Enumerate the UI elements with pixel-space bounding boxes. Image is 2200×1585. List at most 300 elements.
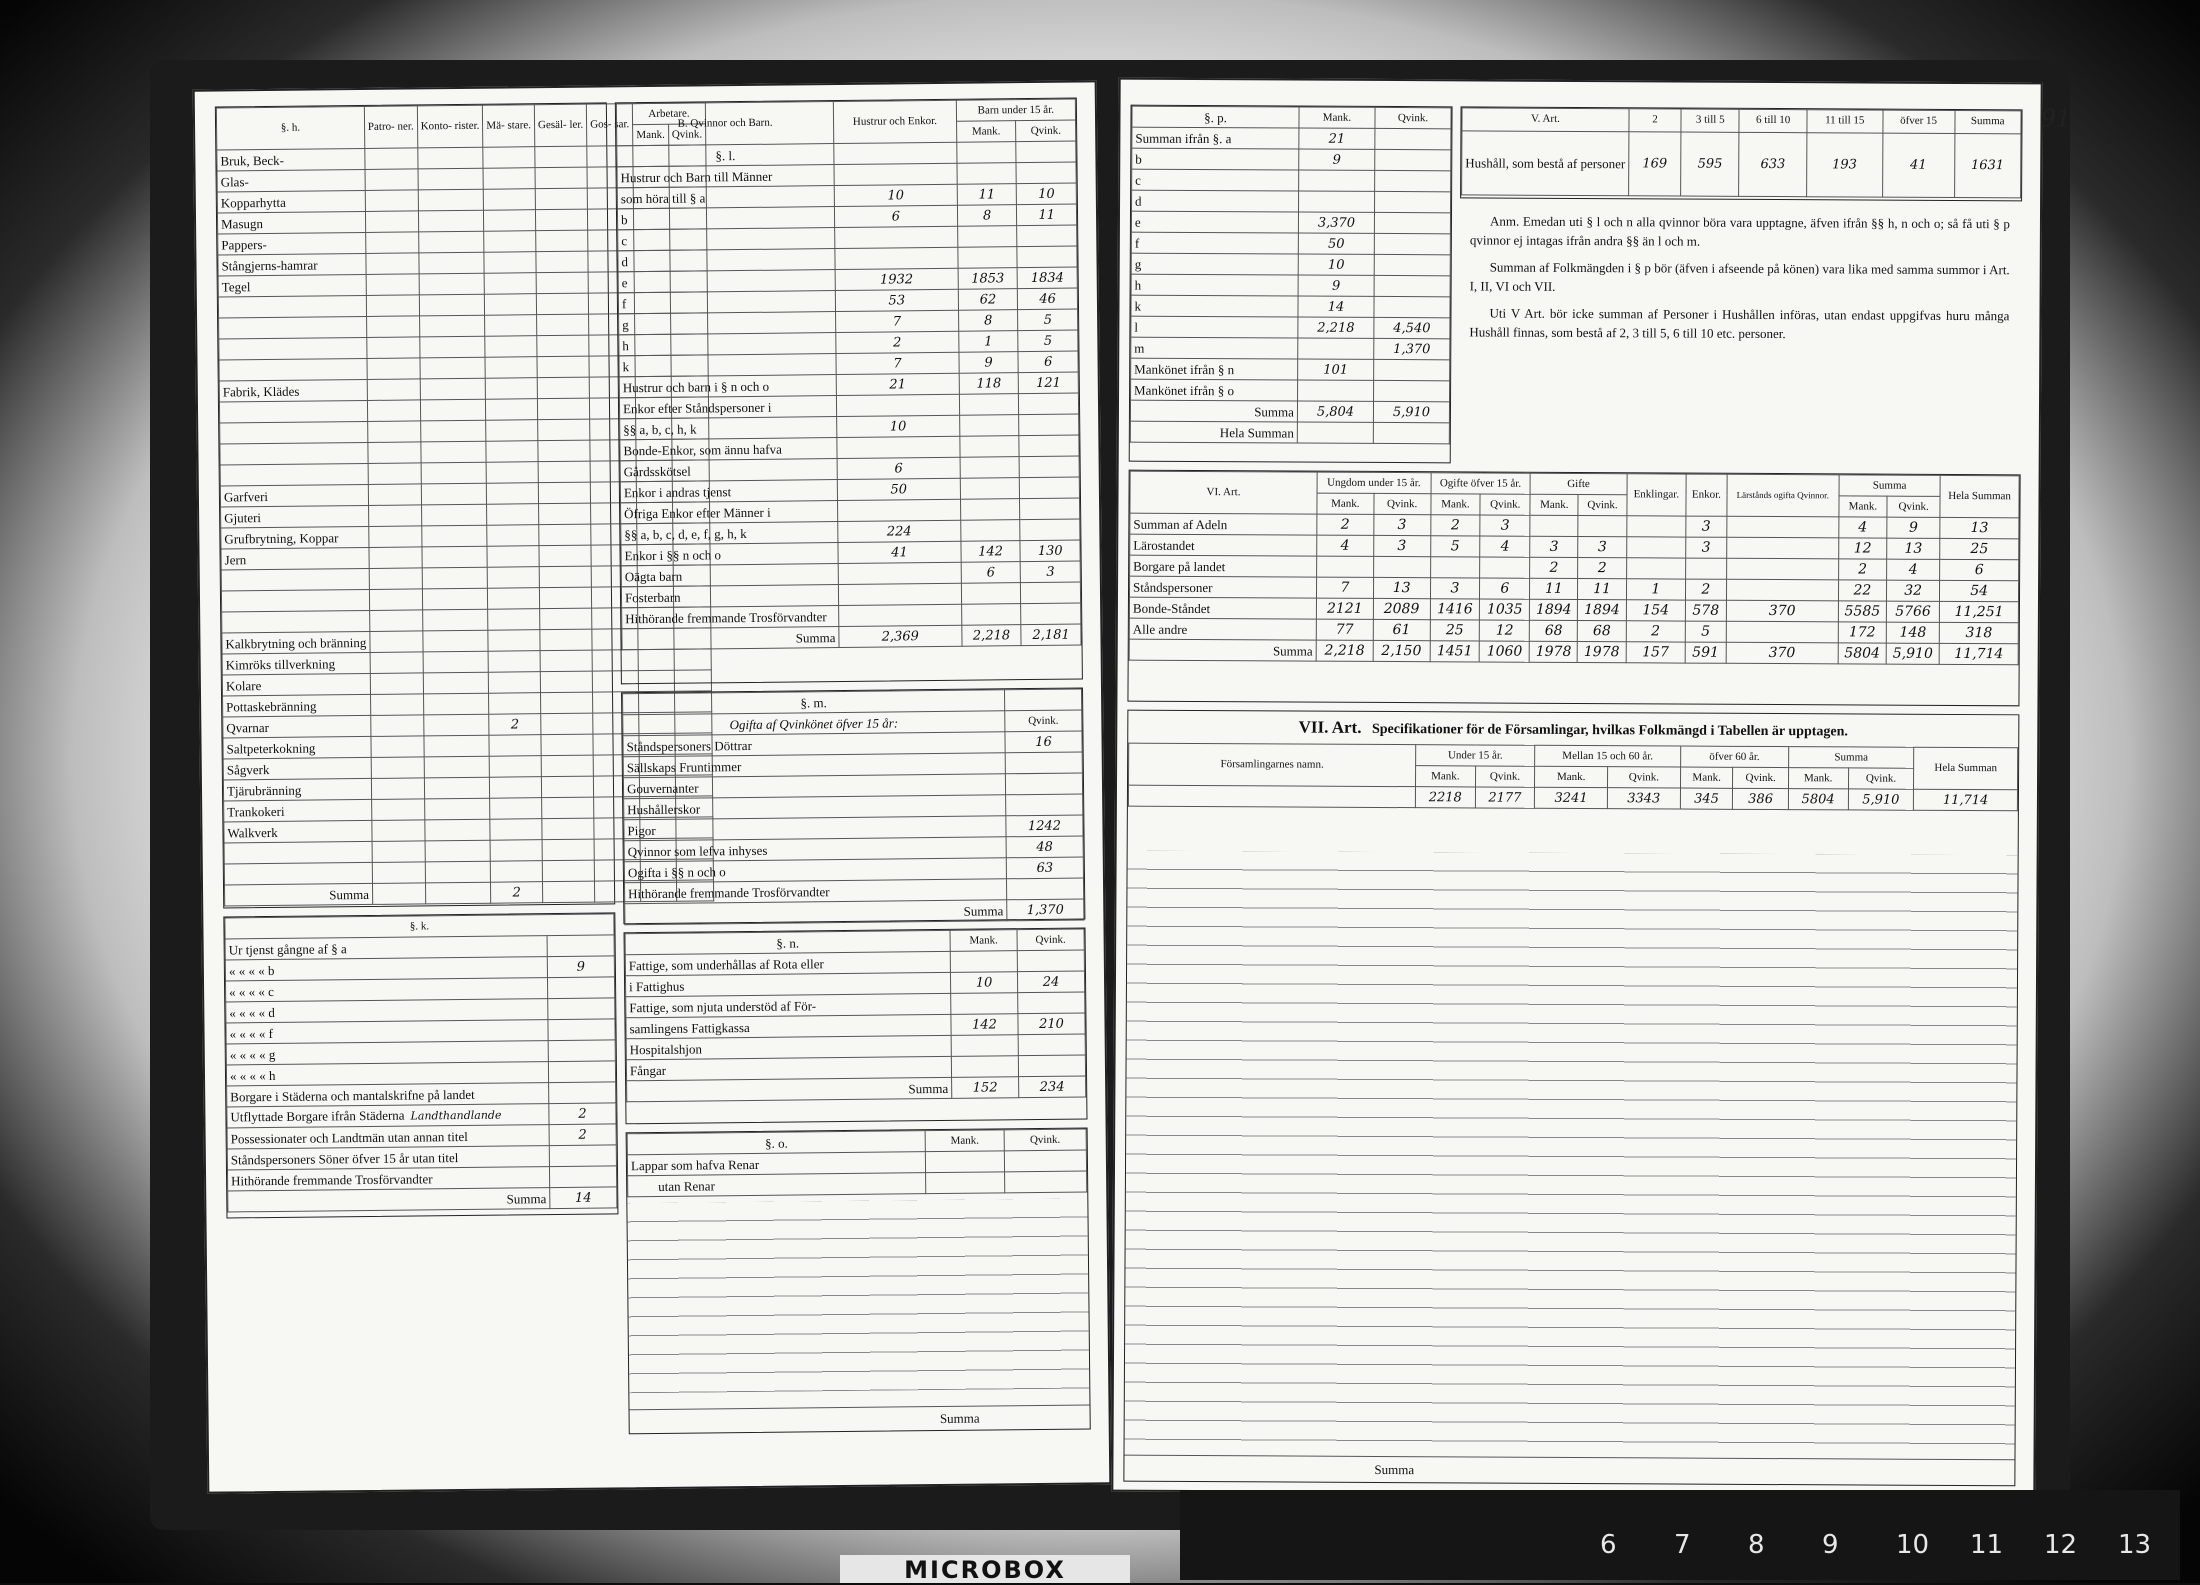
section-B-cell: 21 — [836, 373, 959, 395]
section-m — [621, 687, 1085, 924]
section-h-cell — [485, 357, 537, 379]
section-h-cell — [488, 609, 540, 631]
section-n-summa-label: Summa — [627, 1077, 952, 1101]
section-k-value: 2 — [549, 1103, 616, 1125]
section-vi-cell: 4 — [1317, 535, 1374, 556]
section-p-mank: 50 — [1298, 233, 1374, 254]
section-vi-summa-cell: 591 — [1685, 642, 1726, 663]
section-B-cell — [835, 226, 958, 248]
section-B-cell — [1020, 519, 1080, 541]
section-h-cell — [367, 421, 420, 443]
section-h-cell — [424, 798, 490, 820]
left-page — [193, 80, 1112, 1493]
section-B-cell — [1019, 393, 1079, 415]
section-h-cell — [366, 253, 419, 275]
section-B-cell: 6 — [961, 562, 1021, 584]
section-m-value: 1242 — [1006, 815, 1083, 837]
section-B-cell: 46 — [1018, 288, 1078, 310]
section-p-row — [1132, 190, 1451, 213]
section-n-qvink — [1018, 1034, 1085, 1056]
section-vi-cell — [1530, 515, 1578, 536]
section-h-cell — [537, 398, 589, 420]
section-vi-cell — [1726, 621, 1838, 643]
section-h-row-label — [224, 862, 372, 885]
section-k-row-label: Hithörande fremmande Trosförvandter — [227, 1167, 549, 1191]
section-h-cell — [371, 757, 424, 779]
page-number: 91 — [2040, 104, 2072, 133]
section-B-cell: 1932 — [835, 268, 958, 290]
col-arbetare: Arbetare. — [633, 103, 706, 125]
section-h-cell — [418, 210, 484, 232]
section-vi-cell: 5 — [1430, 536, 1480, 557]
section-vi-cell: 13 — [1887, 538, 1940, 559]
section-B-cell: 10 — [834, 184, 957, 206]
section-v-table — [1461, 107, 2021, 198]
section-h-cell — [541, 734, 593, 756]
section-B-cell: 6 — [834, 205, 957, 227]
vii-group-mellan: Mellan 15 och 60 år. — [1535, 745, 1681, 767]
section-vi-cell: 25 — [1430, 620, 1480, 641]
section-k-value — [549, 1145, 616, 1167]
section-h-cell — [420, 378, 486, 400]
section-p-qvink — [1374, 275, 1450, 296]
section-h-row-label: Grufbrytning, Koppar — [221, 526, 369, 549]
section-p-row — [1132, 169, 1451, 192]
section-h-cell — [365, 169, 418, 191]
section-vi-cell: 11,251 — [1940, 601, 2019, 622]
section-vi-summa-cell: 2,218 — [1316, 640, 1373, 661]
section-B-cell — [1020, 498, 1080, 520]
section-B-row-label: c — [618, 228, 835, 251]
section-vi-cell: 370 — [1726, 600, 1838, 622]
section-o-col-qvink: Qvink. — [1004, 1129, 1086, 1151]
section-vi-cell — [1626, 537, 1685, 558]
ruler-number: 7 — [1674, 1530, 1691, 1560]
section-k-row-label: « « « « g — [226, 1041, 548, 1065]
section-B-cell: 10 — [837, 415, 960, 437]
section-B-summa-label: Summa — [622, 627, 839, 650]
section-h-cell — [422, 546, 488, 568]
section-o-title: §. o. — [627, 1131, 926, 1155]
section-h-row-label — [219, 337, 367, 360]
section-p-row-label: e — [1131, 211, 1298, 233]
section-k-value — [548, 1019, 615, 1041]
section-h-cell — [366, 274, 419, 296]
section-h-cell — [488, 588, 540, 610]
section-B-cell — [1021, 603, 1081, 625]
section-B-cell — [835, 247, 958, 269]
section-B-cell — [838, 583, 961, 605]
section-vi-cell: 9 — [1887, 517, 1940, 538]
section-vi-cell: 1035 — [1480, 599, 1530, 620]
section-m-value — [1006, 794, 1083, 816]
vii-group-hela: Hela Summan — [1914, 747, 2018, 790]
section-B-cell: 224 — [838, 520, 961, 542]
section-h-cell — [536, 272, 588, 294]
section-n-mank — [951, 1056, 1018, 1078]
section-h-row-label — [219, 400, 367, 423]
section-p-row-label: l — [1131, 316, 1298, 338]
section-B-row-label: Oägta barn — [621, 564, 838, 587]
section-p-row-label: h — [1131, 274, 1298, 296]
section-vi-summa-cell: 5,910 — [1886, 643, 1939, 664]
section-p — [1129, 105, 1453, 464]
section-h-cell — [422, 609, 488, 631]
section-B-cell — [1021, 582, 1081, 604]
section-p-summa-qvink: 5,910 — [1373, 401, 1449, 422]
section-B-cell: 1834 — [1017, 267, 1077, 289]
section-h-cell — [370, 652, 423, 674]
section-B-cell: 5 — [1018, 330, 1078, 352]
microbox-label: MICROBOX — [840, 1555, 1130, 1583]
section-h-cell — [366, 295, 419, 317]
section-vi-cell: 22 — [1838, 580, 1886, 601]
section-vii-value: 2218 — [1415, 787, 1475, 808]
section-h-cell — [537, 377, 589, 399]
section-vii-value: 345 — [1680, 788, 1733, 809]
section-p-qvink: 1,370 — [1374, 338, 1450, 359]
section-vi-cell: 1416 — [1430, 599, 1480, 620]
section-n-row-label: Fattige, som njuta understöd af För- — [626, 993, 951, 1017]
section-vi-summa-cell: 157 — [1626, 642, 1685, 663]
section-h-row-label: Fabrik, Klädes — [219, 379, 367, 402]
section-h-cell — [421, 441, 487, 463]
section-B-cell: 1853 — [958, 268, 1018, 290]
section-k-table — [224, 913, 617, 1212]
section-h-cell — [488, 651, 540, 673]
section-h-cell: 2 — [489, 714, 541, 736]
vii-namecol: Församlingarnes namn. — [1129, 743, 1416, 787]
section-h-cell — [488, 567, 540, 589]
section-h-row-label: Qvarnar — [223, 715, 371, 738]
section-vi-summa-cell: 5804 — [1838, 643, 1886, 664]
section-n — [624, 927, 1088, 1124]
section-p-col-qvink: Qvink. — [1375, 107, 1451, 128]
section-p-row-label: c — [1132, 169, 1299, 191]
section-h-row-label — [220, 463, 368, 486]
section-h-cell — [484, 189, 536, 211]
section-B-cell: 8 — [957, 205, 1017, 227]
section-p-row-label: g — [1131, 253, 1298, 275]
section-o — [626, 1127, 1091, 1434]
section-B-cell — [1017, 246, 1077, 268]
section-v-col-3: 6 till 10 — [1739, 109, 1807, 132]
section-B-cell — [957, 226, 1017, 248]
section-p-mank — [1298, 380, 1374, 401]
section-p-row-label: m — [1131, 337, 1298, 359]
section-m-summa: 1,370 — [1007, 899, 1084, 921]
section-p-mank: 101 — [1298, 359, 1374, 380]
section-h-row-label: Gjuteri — [221, 505, 369, 528]
ruler-number: 13 — [2118, 1530, 2152, 1560]
section-vi-cell: 2089 — [1373, 598, 1430, 619]
section-k-value: 2 — [549, 1124, 616, 1146]
section-o-table — [627, 1128, 1088, 1197]
ruler-number: 11 — [1970, 1530, 2004, 1560]
section-vii-value: 386 — [1733, 788, 1789, 809]
section-h-cell — [536, 230, 588, 252]
vii-sub-mank-1: Mank. — [1415, 766, 1475, 787]
section-m-row-label: Pigor — [624, 816, 1006, 841]
section-h-cell — [484, 231, 536, 253]
section-h-cell — [491, 861, 543, 883]
section-p-mank: 2,218 — [1298, 317, 1374, 338]
section-p-row-label: b — [1132, 148, 1299, 170]
section-vi-cell: 5585 — [1838, 601, 1886, 622]
section-v-rowlabel: Hushåll, som bestå af personer — [1462, 130, 1629, 195]
section-B-cell: 5 — [1018, 309, 1078, 331]
section-B-cell: 2 — [836, 331, 959, 353]
section-h-cell — [420, 420, 486, 442]
section-B-row-label: Enkor i andras tjenst — [620, 480, 837, 503]
section-h-cell — [487, 525, 539, 547]
col-gossar: Gos- sar. — [586, 104, 633, 146]
section-h-cell — [542, 860, 594, 882]
section-vi-cell: 2 — [1317, 514, 1374, 535]
section-p-qvink — [1374, 212, 1450, 233]
struck-annotation: Landthandlande — [410, 1108, 502, 1123]
section-B-row-label: e — [618, 270, 835, 293]
section-k-value — [548, 1040, 615, 1062]
col-arbetare-qvink: Qvink. — [668, 124, 705, 145]
section-vi-cell: 25 — [1940, 538, 2019, 559]
section-h-cell — [424, 756, 490, 778]
section-p-summa-label: Summa — [1130, 400, 1297, 422]
section-vi-cell: 2 — [1578, 558, 1626, 579]
section-p-row — [1131, 358, 1450, 381]
section-h-cell — [423, 672, 489, 694]
section-vi-cell — [1317, 556, 1374, 577]
section-B-cell — [1019, 456, 1079, 478]
section-h-cell — [486, 441, 538, 463]
section-v-col-1: 2 — [1629, 109, 1681, 132]
vi-sub-mank-3: Mank. — [1530, 494, 1578, 515]
col-barn-qvink: Qvink. — [1016, 120, 1076, 142]
section-h-cell — [538, 419, 590, 441]
section-h-cell — [541, 755, 593, 777]
section-vi-cell — [1480, 557, 1530, 578]
section-h-row-label — [220, 421, 368, 444]
section-h-cell — [422, 588, 488, 610]
vi-sub-qvink-1: Qvink. — [1374, 493, 1431, 514]
vii-group-ofver60: öfver 60 år. — [1680, 746, 1788, 768]
section-B-cell: 9 — [959, 352, 1019, 374]
section-vi-cell: 68 — [1578, 621, 1626, 642]
section-vi-cell: 3 — [1686, 537, 1727, 558]
section-h-cell — [365, 211, 418, 233]
section-B-row-label: §§ a, b, c, h, k — [620, 417, 837, 440]
section-h-cell — [486, 399, 538, 421]
section-h-cell — [539, 524, 591, 546]
section-B — [615, 98, 1083, 685]
section-h-cell — [487, 483, 539, 505]
section-h-cell — [372, 841, 425, 863]
section-h-row-label: Kimröks tillverkning — [222, 652, 370, 675]
section-h-cell — [417, 147, 483, 169]
section-B-cell — [961, 583, 1021, 605]
section-h-row-label: Tjärubränning — [223, 778, 371, 801]
section-vi-row-label: Lärostandet — [1130, 534, 1317, 556]
section-p-row — [1131, 232, 1450, 255]
section-k-value — [549, 1082, 616, 1104]
section-k-summa-label: Summa — [228, 1188, 550, 1212]
section-vi-title: VI. Art. — [1130, 471, 1317, 514]
vi-sub-mank-2: Mank. — [1430, 494, 1480, 515]
section-B-row-label: Enkor efter Ståndspersoner i — [619, 396, 836, 419]
section-k-value — [547, 935, 614, 957]
section-B-row-label: k — [619, 354, 836, 377]
section-h-cell — [369, 526, 422, 548]
vi-group-ungdom: Ungdom under 15 år. — [1317, 472, 1431, 494]
section-vi-summa-cell: 1978 — [1529, 641, 1577, 662]
section-vi-cell: 172 — [1838, 622, 1886, 643]
section-h-cell — [486, 378, 538, 400]
section-B-cell: 6 — [837, 457, 960, 479]
section-vii-value: 11,714 — [1914, 789, 2018, 811]
section-h-cell — [421, 525, 487, 547]
section-p-row-label: d — [1132, 190, 1299, 212]
section-vi-cell: 3 — [1373, 535, 1430, 556]
section-h-row-label: Masugn — [217, 211, 365, 234]
section-m-row-label: Ogifta i §§ n och o — [624, 858, 1006, 883]
section-p-qvink — [1375, 191, 1451, 212]
section-B-cell — [960, 499, 1020, 521]
section-h-cell — [371, 715, 424, 737]
section-h-cell — [490, 798, 542, 820]
section-h-cell — [540, 608, 592, 630]
section-h-row-label — [218, 295, 366, 318]
section-n-mank — [951, 1035, 1018, 1057]
section-vi-cell: 5 — [1685, 621, 1726, 642]
section-p-qvink — [1375, 170, 1451, 191]
vi-group-ogifte: Ogifte öfver 15 år. — [1431, 473, 1531, 495]
section-vi-cell: 3 — [1374, 514, 1431, 535]
section-h-cell — [538, 461, 590, 483]
section-v-col-6: Summa — [1954, 110, 2021, 133]
section-h-cell — [421, 504, 487, 526]
section-B-cell — [1019, 435, 1079, 457]
section-v — [1460, 106, 2022, 201]
section-k-row-label: Possessionater och Landtmän utan annan titel — [227, 1125, 549, 1149]
section-h-cell — [370, 694, 423, 716]
vii-sub-mank-3: Mank. — [1680, 767, 1733, 788]
section-h-row-label: Glas- — [217, 169, 365, 192]
section-B-cell: 11 — [1017, 204, 1077, 226]
section-h-cell — [368, 442, 421, 464]
section-B-cell: 41 — [838, 541, 961, 563]
section-vi-summa-cell: 1060 — [1480, 641, 1530, 662]
section-h-cell — [365, 148, 418, 170]
section-h-cell — [536, 251, 588, 273]
section-vi-cell: 154 — [1626, 600, 1685, 621]
section-vi-cell: 3 — [1530, 536, 1578, 557]
section-vi-cell: 3 — [1578, 537, 1626, 558]
section-h-cell — [539, 545, 591, 567]
section-h-row-label: Sågverk — [223, 757, 371, 780]
section-p-mank — [1299, 170, 1375, 191]
col-barn-mank: Mank. — [956, 121, 1016, 143]
section-k-row-label: Ståndspersoners Söner öfver 15 år utan titel — [227, 1146, 549, 1170]
section-h-row-label: Kalkbrytning och bränning — [222, 631, 370, 654]
section-h-cell — [369, 568, 422, 590]
section-B-cell: 50 — [837, 478, 960, 500]
section-p-qvink — [1375, 128, 1451, 149]
section-h-cell — [539, 566, 591, 588]
section-m-value — [1005, 773, 1082, 795]
vi-sub-mank-4: Mank. — [1839, 496, 1887, 517]
section-h-row-label: Kopparhytta — [217, 190, 365, 213]
measuring-ruler — [1180, 1490, 2180, 1580]
section-v-col-2: 3 till 5 — [1681, 109, 1740, 132]
section-k-row-label: « « « « c — [226, 978, 548, 1002]
section-vi-row-label: Ståndspersoner — [1129, 576, 1316, 598]
section-n-qvink: 210 — [1018, 1013, 1085, 1035]
section-vii-value: 2177 — [1475, 787, 1535, 808]
vi-group-gifte: Gifte — [1530, 473, 1626, 495]
section-h-cell — [418, 231, 484, 253]
section-h-cell — [424, 735, 490, 757]
section-B-cell: 8 — [958, 310, 1018, 332]
section-n-mank: 142 — [951, 1014, 1018, 1036]
col-barn: Barn under 15 år. — [956, 99, 1075, 121]
vii-sub-qvink-4: Qvink. — [1848, 768, 1914, 789]
section-B-cell — [960, 457, 1020, 479]
section-h-cell — [536, 293, 588, 315]
section-h-cell — [484, 273, 536, 295]
section-B-cell — [838, 499, 961, 521]
section-n-row-label: Fattige, som underhållas af Rota eller — [625, 951, 950, 975]
section-vi-cell: 2 — [1530, 557, 1578, 578]
section-k-value — [547, 977, 614, 999]
note-3: Uti V Art. bör icke summan af Personer i Hushållen införas, utan endast uppgifvas huru många Hushåll finnas, som bestå af 2, 3 till 5, 6 till 10 etc. personer. — [1469, 305, 2010, 342]
section-m-table — [622, 688, 1084, 925]
section-h-cell — [486, 462, 538, 484]
section-k-value — [549, 1166, 616, 1188]
section-vi-cell: 4 — [1480, 536, 1530, 557]
section-o-col-mank: Mank. — [926, 1130, 1004, 1152]
section-vi-row-label: Bonde-Ståndet — [1129, 597, 1316, 619]
section-m-value — [1005, 752, 1082, 774]
section-m-row-label: Hithörande fremmande Trosförvandter — [625, 879, 1007, 904]
section-k — [223, 912, 618, 1218]
section-k-value: 9 — [547, 956, 614, 978]
section-vi-cell: 4 — [1839, 517, 1887, 538]
section-h-cell — [423, 693, 489, 715]
section-h-cell — [367, 400, 420, 422]
section-vi-cell: 3 — [1480, 515, 1530, 536]
section-h-title: §. h. — [216, 106, 364, 150]
section-h-cell — [369, 547, 422, 569]
section-n-row-label: Fångar — [626, 1056, 951, 1080]
section-h-cell — [369, 610, 422, 632]
section-h-cell — [488, 630, 540, 652]
section-h-cell — [372, 862, 425, 884]
vi-group-enklingar: Enklingar. — [1627, 474, 1687, 516]
section-p-row-label: Summan ifrån §. a — [1132, 127, 1299, 149]
section-h-row-label — [221, 568, 369, 591]
section-vi-cell: 1894 — [1530, 599, 1578, 620]
section-vi-cell — [1578, 516, 1626, 537]
section-B-row-label: som höra till § a — [617, 186, 834, 209]
section-h-cell — [420, 357, 486, 379]
section-h-cell — [489, 672, 541, 694]
section-h-cell — [368, 484, 421, 506]
section-h-cell — [486, 420, 538, 442]
section-h-cell — [424, 819, 490, 841]
section-p-mank: 21 — [1299, 128, 1375, 149]
section-h-cell — [542, 839, 594, 861]
section-B-cell — [836, 394, 959, 416]
